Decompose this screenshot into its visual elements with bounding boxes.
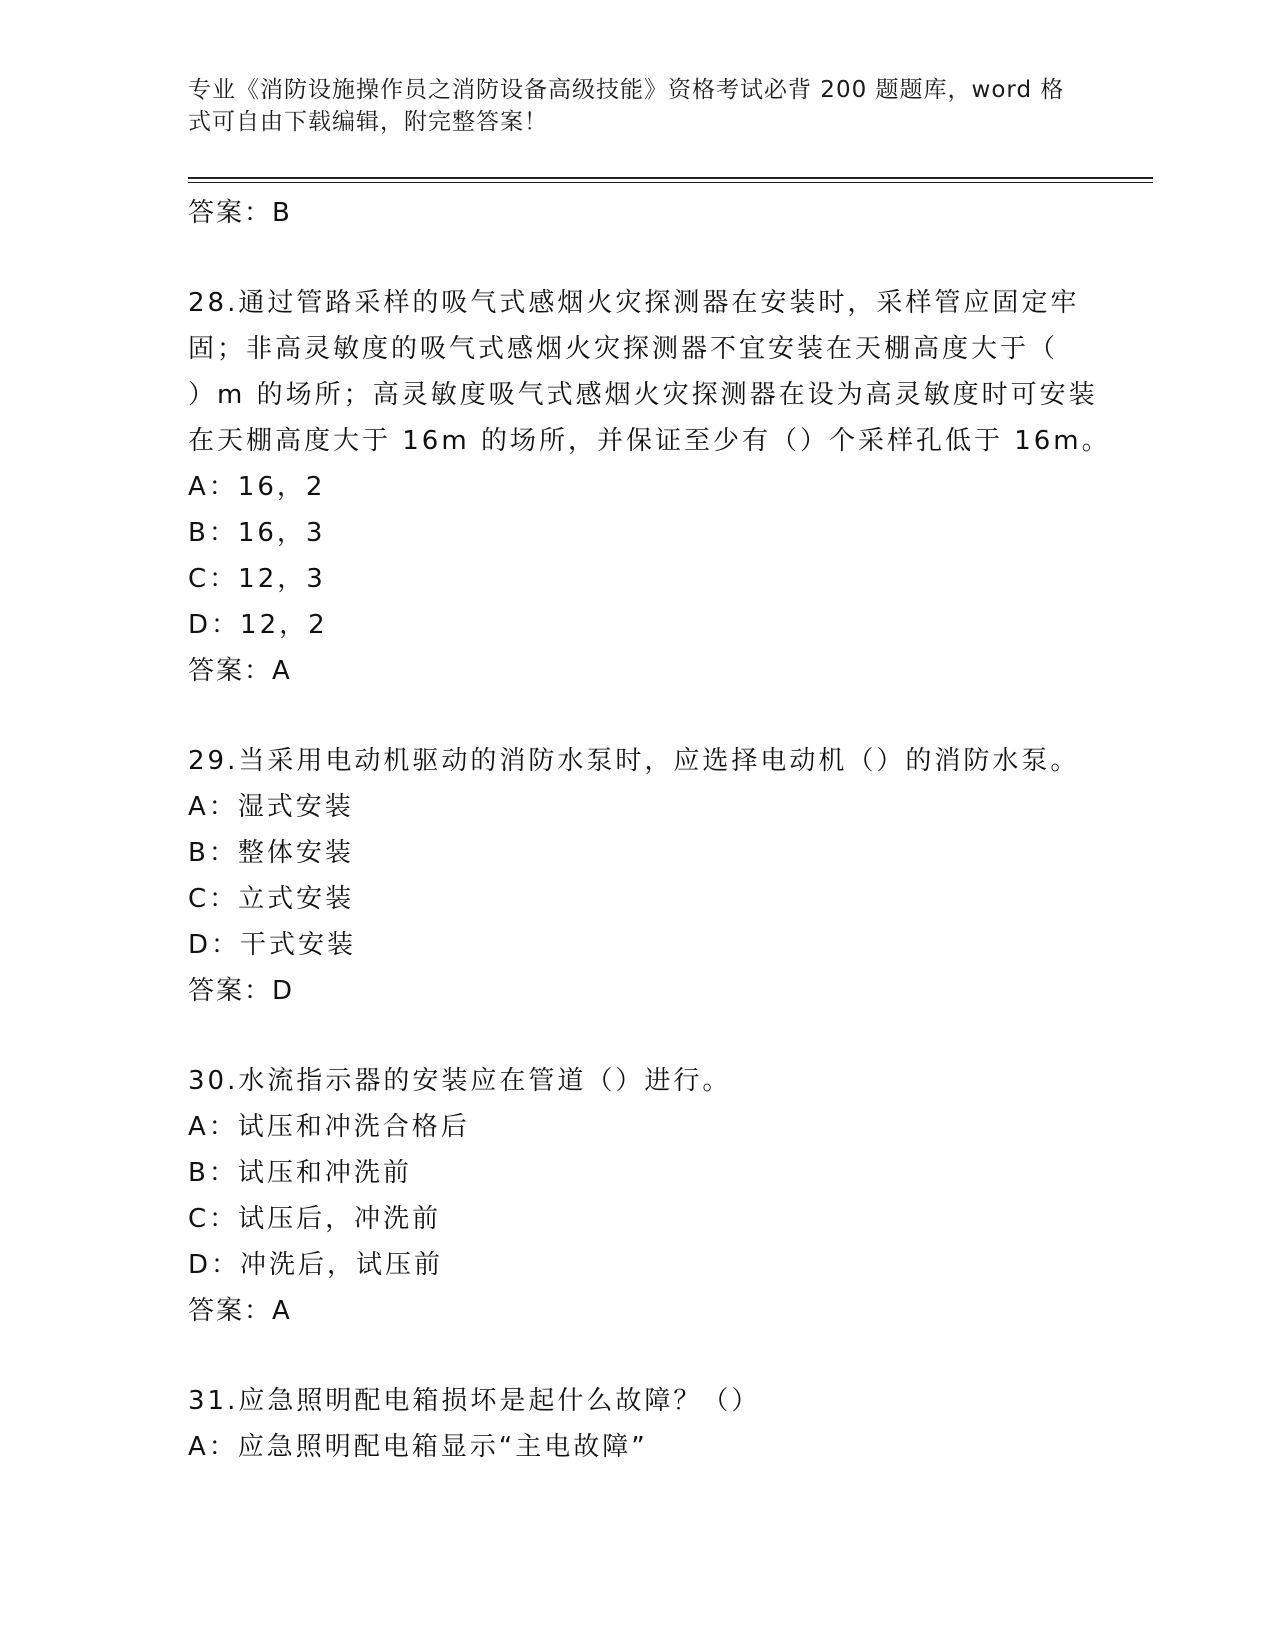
question-stem-line: 28.通过管路采样的吸气式感烟火灾探测器在安装时，采样管应固定牢 [188,288,1080,318]
option-c: C：试压后，冲洗前 [188,1204,442,1234]
option-d: D：12，2 [188,610,328,640]
question-stem-line: 固；非高灵敏度的吸气式感烟火灾探测器不宜安装在天棚高度大于（ [188,334,1059,364]
option-a: A：应急照明配电箱显示“主电故障” [188,1432,648,1462]
answer-line: 答案：D [188,976,295,1006]
option-b: B：整体安装 [188,838,354,868]
header-line-1: 专业《消防设施操作员之消防设备高级技能》资格考试必背 200 题题库，word 格 [188,77,1065,103]
option-b: B：试压和冲洗前 [188,1158,412,1188]
question-31 [188,1378,1108,1470]
option-a: A：试压和冲洗合格后 [188,1112,470,1142]
option-c: C：立式安装 [188,884,355,914]
question-28 [188,280,1111,694]
option-b: B：16，3 [188,518,326,548]
header-divider-thin [188,182,1153,183]
question-stem-line: 在天棚高度大于 16m 的场所，并保证至少有（）个采样孔低于 16m。 [188,426,1111,456]
answer-line: 答案：A [188,1296,292,1326]
option-a: A：湿式安装 [188,792,354,822]
option-a: A：16，2 [188,472,326,502]
question-stem-line: 31.应急照明配电箱损坏是起什么故障？（） [188,1386,761,1416]
option-d: D：干式安装 [188,930,357,960]
header-divider [188,177,1153,179]
question-stem-line: 30.水流指示器的安装应在管道（）进行。 [188,1066,732,1096]
document-header [188,74,1088,138]
question-29 [188,738,1108,1014]
previous-answer: 答案：B [188,198,292,228]
header-line-2: 式可自由下载编辑，附完整答案！ [188,109,548,135]
question-stem-line: 29.当采用电动机驱动的消防水泵时，应选择电动机（）的消防水泵。 [188,746,1080,776]
question-list [188,190,1111,1470]
option-c: C：12，3 [188,564,326,594]
option-d: D：冲洗后，试压前 [188,1250,444,1280]
question-30 [188,1058,1108,1334]
answer-line: 答案：A [188,656,292,686]
question-stem-line: ）m 的场所；高灵敏度吸气式感烟火灾探测器在设为高灵敏度时可安装 [188,380,1098,410]
